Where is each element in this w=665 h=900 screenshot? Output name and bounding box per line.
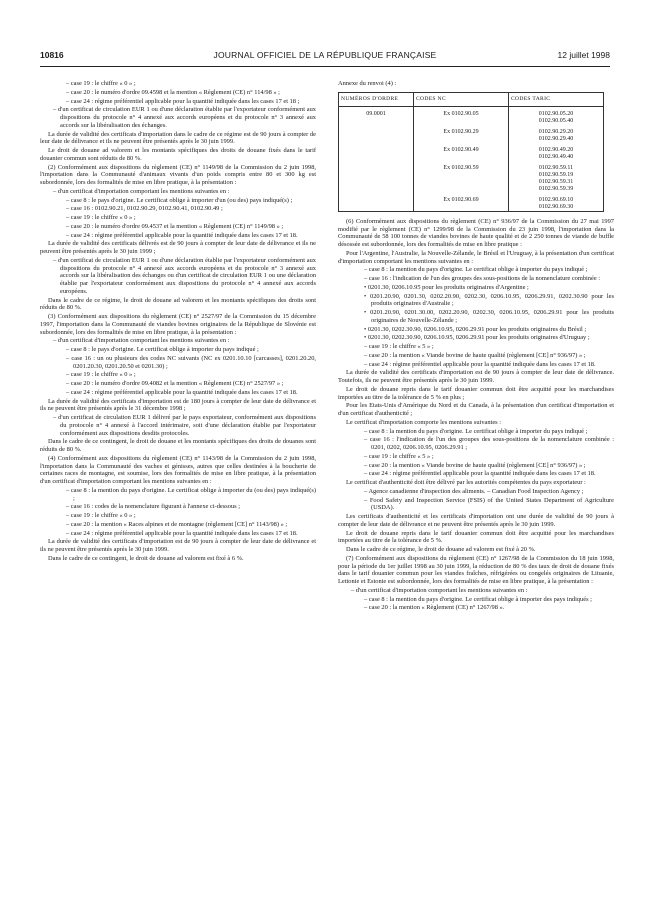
paragraph: (7) Conformément aux dispositions du règlement (CE) n° 1267/98 de la Commission du 18 juin 1998, pour la période du 1er juillet 1998 au 30 juin 1999, la réduction de 80 % des taux de droit de douane fixés dans le tarif douanier commun pour les viandes fraîches, réfrigérées ou congelés originaires de Lituanie, Lettonie et Estonie est subordonnée, lors des formalités de mise en libre pratique, à la présentation : [338,554,614,585]
list-item: – case 8 : la mention du pays d'origine. Le certificat oblige à importer du (ou des) pays indiqué(s) ; [66,486,316,502]
list-item: – case 19 : le chiffre « 5 » ; [364,343,434,350]
taric-code: 0102.90.69.30 [538,203,574,210]
list-item: – Food Safety and Inspection Service (FSIS) of the United States Department of Agriculture (USDA). [364,496,614,512]
list-item: • 0201.30, 0202.30.90, 0206.10.95, 0206.29.91 pour les produits originaires du Brésil ; [364,325,587,333]
list-item: – case 24 : régime préférentiel applicable pour la quantité indiquée dans les cases 17 et 18. [66,529,298,537]
left-column [40,80,316,564]
paragraph: La durée de validité des certificats délivrés est de 90 jours à compter de leur date de délivrance et ils ne peuvent être présentés après le 30 juin 1999 ; [40,240,316,255]
taric-codes-cell [509,106,604,125]
taric-code: 0102.90.29.20 [538,128,574,135]
list-item: • 0201.30, 0206.10.95 pour les produits originaires d'Argentine ; [364,283,529,291]
paragraph: Dans le cadre de ce régime, le droit de douane ad valorem est fixé à 20 %. [346,546,536,553]
list-item: – case 19 : le chiffre « 0 » ; [66,512,136,519]
issue-date: 12 juillet 1998 [557,50,610,60]
list-item: • 0201.20.90, 0201.30.00, 0202.20.90, 0202.30, 0206.10.95, 0206.29.91 pour les produits originaires de Nouvelle-Zélande ; [364,309,614,324]
order-number-cell [339,143,414,161]
list-item: – case 20 : la mention « Viande bovine de haute qualité (règlement [CE] n° 936/97) » ; [364,461,586,469]
list-item: – d'un certificat de circulation EUR 1 délivré par le pays exportateur, conformément aux dispositions du protocole n° 4 annexé à l'accord intérimaire, soit d'une déclaration établie par l'exportateur conformément aux dispositions desdits protocoles. [53,414,316,437]
paragraph: Le certificat d'importation comporte les mentions suivantes : [346,418,502,426]
order-number-cell [339,125,414,143]
list-item: – d'un certificat d'importation comportant les mentions suivantes en : [351,586,528,594]
list-item: – case 19 : le chiffre « 5 » ; [364,452,434,460]
table-header-nc: CODES NC [414,92,509,106]
table-row [339,143,604,161]
paragraph: Le droit de douane ad valorem et les montants spécifiques des droits de douane fixés dans le tarif douanier commun sont réduits de 80 %. [40,147,316,162]
paragraph: Pour l'Argentine, l'Australie, la Nouvelle-Zélande, le Brésil et l'Uruguay, à la présentation d'un certificat d'importation comportant les mentions suivantes en : [338,249,614,265]
list-item: – case 24 : régime préférentiel applicable pour la quantité indiquée dans les cases 17 et 18. [66,231,298,239]
paragraph: Dans le cadre de ce régime, le droit de douane ad valorem et les montants spécifiques des droits sont réduits de 80 %. [40,296,316,312]
page-number: 10816 [40,50,64,60]
list-item: – case 24 : régime préférentiel applicable pour la quantité indiquée dans les cases 17 et 18. [364,360,596,368]
order-number-cell [339,161,414,193]
list-item: – case 19 : le chiffre « 0 » ; [66,80,136,87]
list-item: – case 8 : la mention du pays d'origine. Le certificat oblige à importer des pays indiqués ; [364,595,592,603]
list-item: – case 20 : la mention « Viande bovine de haute qualité (règlement [CE] n° 936/97) » ; [364,351,586,359]
list-item: – case 20 : le numéro d'ordre 09.4082 et la mention « Règlement (CE) n° 2527/97 » ; [66,380,284,387]
list-item: – case 24 : régime préférentiel applicable pour la quantité indiquée dans les cases 17 et 18 ; [66,97,300,105]
list-item: – d'un certificat d'importation comportant les mentions suivantes en : [53,187,230,195]
paragraph: Pour les Etats-Unis d'Amérique du Nord et du Canada, à la présentation d'un certificat d'importation et d'un certificat d'authenticité ; [338,402,614,417]
list-item: – case 20 : le numéro d'ordre 09.4598 et la mention « Règlement (CE) n° 114/98 » ; [66,88,280,96]
annex-table-body [339,106,604,211]
right-column [338,80,614,613]
list-item: – case 16 : l'indication de l'un des groupes des sous-positions de la nomenclature combinée : [364,275,601,282]
nc-code-cell: Ex 0102.90.69 [414,193,509,212]
list-item: – d'un certificat de circulation EUR 1 ou d'une déclaration établie par l'exportateur conformément aux dispositions du protocole n° 4 annexé aux accords européens et du protocole n° 3 annexé aux accords sur la libéralisation des échanges. [53,106,316,129]
taric-code: 0102.90.59.11 [538,164,574,171]
paragraph: Les certificats d'authenticité et les certificats d'importation ont une durée de validité de 90 jours à compter de leur date de délivrance et ne peuvent être présentés après le 30 juin 1999. [338,513,614,528]
table-row [339,193,604,212]
list-item: – case 24 : régime préférentiel applicable pour la quantité indiquée dans les cases 17 et 18. [364,470,596,478]
list-item: – Agence canadienne d'inspection des aliments. – Canadian Food Inspection Agency ; [364,487,584,495]
list-item: – case 16 : 0102.90.21, 0102.90.29, 0102.90.41, 0102.90.49 ; [66,205,223,213]
taric-code: 0102.90.05.40 [538,117,574,124]
taric-code: 0102.90.29.40 [538,135,574,142]
list-item: – case 19 : le chiffre « 0 » ; [66,214,136,221]
table-row [339,106,604,125]
nc-code-cell: Ex 0102.90.29 [414,125,509,143]
list-item: – case 8 : le pays d'origine. Le certificat oblige à importer du pays indiqué ; [66,346,259,353]
table-header-order: NUMÉROS D'ORDRE [339,92,414,106]
nc-code-cell: Ex 0102.90.59 [414,161,509,193]
paragraph: Le droit de douane repris dans le tarif douanier commun doit être acquitté pour les marchandises importées au titre de la tolérance de 5 % en plus ; [338,385,614,401]
taric-code: 0102.90.49.40 [538,153,574,160]
list-item: – case 20 : la mention « Races alpines et de montagne (règlement [CE] n° 1143/98) » ; [66,520,288,528]
paragraph: (4) Conformément aux dispositions du règlement (CE) n° 1143/98 de la Commission du 2 juin 1998, l'importation dans la Communauté des vaches et génisses, autres que celles destinées à la boucherie de certaines races de montagne, est soumise, lors des formalités de mise en libre pratique, à la présentation d'un certificat d'importation comportant les mentions suivantes en : [40,454,316,485]
table-row [339,125,604,143]
paragraph: La durée de validité des certificats d'importation est de 90 jours à compter de leur date de délivrance et ils ne peuvent être présentés après le 30 juin 1999. [40,538,316,553]
journal-title: JOURNAL OFFICIEL DE LA RÉPUBLIQUE FRANÇAISE [213,50,437,60]
table-header-taric: CODES TARIC [509,92,604,106]
paragraph: La durée de validité des certificats d'importation dans le cadre de ce régime est de 90 jours à compter de leur date de délivrance et ils ne peuvent être présentés après le 30 juin 1999. [40,130,316,146]
order-number-cell: 09.0001 [339,106,414,125]
list-item: – case 20 : la mention « Règlement (CE) n° 1267/98 ». [364,604,505,612]
taric-code: 0102.90.49.20 [538,146,574,153]
list-item: – case 16 : un ou plusieurs des codes NC suivants (NC ex 0201.10.10 [carcasses], 0201.20.20, 0201.20.30, 0201.20.50 et 0201.30) ; [66,354,316,370]
nc-code-cell: Ex 0102.90.05 [414,106,509,125]
taric-code: 0102.90.59.39 [538,185,574,192]
taric-code: 0102.90.59.31 [538,178,574,185]
paragraph: (2) Conformément aux dispositions du règlement (CE) n° 1149/98 de la Commission du 2 juin 1998, l'importation dans la Communauté d'animaux vivants d'un poids compris entre 80 et 300 kg est subordonnée, lors des formalités de mise en libre pratique, à la présentation : [40,163,316,186]
paragraph: Le droit de douane repris dans le tarif douanier commun doit être acquitté pour les marchandises importées au titre de la tolérance de 5 %. [338,529,614,545]
page-header [40,50,610,62]
taric-code: 0102.90.69.10 [538,196,574,203]
list-item: – d'un certificat d'importation comportant les mentions suivantes en : [53,337,230,345]
list-item: • 0201.20.90, 0201.30, 0202.20.90, 0202.30, 0206.10.95, 0206.29.91, 0202.30.90 pour les produits originaires d'Australie ; [364,292,614,308]
nc-code-cell: Ex 0102.90.49 [414,143,509,161]
list-item: – case 24 : régime préférentiel applicable pour la quantité indiquée dans les cases 17 et 18. [66,388,298,396]
order-number-cell [339,193,414,212]
list-item: – case 20 : le numéro d'ordre 09.4537 et la mention « Règlement (CE) n° 1149/98 » ; [66,222,284,230]
header-rule [40,66,610,67]
list-item: • 0201.30, 0202.30.90, 0206.10.95, 0206.29.91 pour les produits originaires d'Uruguay ; [364,334,590,342]
paragraph: (3) Conformément aux dispositions du règlement (CE) n° 2527/97 de la Commission du 15 décembre 1997, l'importation dans la Communauté de viandes bovines originaires de la République de Slovénie est subordonnée, lors des formalités de mise en libre pratique, à la présentation : [40,313,316,336]
paragraph: (6) Conformément aux dispositions du règlement (CE) n° 936/97 de la Commission du 27 mai 1997 modifié par le règlement (CE) n° 1299/98 de la Commission du 23 juin 1998, l'importation dans la Communauté de 58 100 tonnes de viandes bovines de haute qualité et de 2 250 tonnes de viande de buffle désossée est subordonnée, lors des formalités de mise en libre pratique : [338,217,614,248]
paragraph: Le certificat d'authenticité doit être délivré par les autorités compétentes du pays exportateur : [346,479,586,486]
taric-codes-cell [509,161,604,193]
paragraph: Dans le cadre de ce contingent, le droit de douane ad valorem est fixé à 6 %. [48,554,244,562]
taric-codes-cell [509,193,604,212]
list-item: – case 19 : le chiffre « 0 » ; [66,371,136,379]
paragraph: La durée de validité des certificats d'importation est de 90 jours à compter de leur date de délivrance. Toutefois, ils ne peuvent être présentés après le 30 juin 1999. [338,369,614,384]
list-item: – case 8 : la mention du pays d'origine. Le certificat oblige à importer du pays indiqué ; [364,266,588,274]
right-column-text [338,218,614,612]
list-item: – case 16 : l'indication de l'un des groupes des sous-positions de la nomenclature combinée : 0201, 0202, 0206.10.95, 0206.29.91 ; [364,436,614,451]
taric-code: 0102.90.05.20 [538,110,574,117]
list-item: – case 8 : la mention du pays d'origine. Le certificat oblige à importer du pays indiqué ; [364,427,588,435]
annex-table [338,92,604,212]
taric-codes-cell [509,125,604,143]
paragraph: Dans le cadre de ce contingent, le droit de douane et les montants spécifiques des droits de douanes sont réduits de 80 %. [40,438,316,453]
list-item: – case 16 : codes de la nomenclature figurant à l'annexe ci-dessous ; [66,503,240,511]
taric-code: 0102.90.59.19 [538,171,574,178]
table-row [339,161,604,193]
list-item: – d'un certificat de circulation EUR 1 ou d'une déclaration établie par l'exportateur conformément aux dispositions du protocole n° 4 annexé aux accords européens et du protocole n° 3 annexé aux accords sur la libéralisation des échanges ou d'un certificat de circulation EUR 1 ou une déclaration établie par l'exportateur conformément aux dispositions du protocole n° 4 annexé aux accords européens. [53,256,316,295]
annex-title: Annexe du renvoi (4) : [338,80,397,87]
taric-codes-cell [509,143,604,161]
list-item: – case 8 : le pays d'origine. Le certificat oblige à importer d'un (ou des) pays indiqué(s) ; [66,196,293,204]
paragraph: La durée de validité des certificats d'importation est de 180 jours à compter de leur date de délivrance et ils ne peuvent être présentés après le 31 décembre 1998 ; [40,397,316,413]
